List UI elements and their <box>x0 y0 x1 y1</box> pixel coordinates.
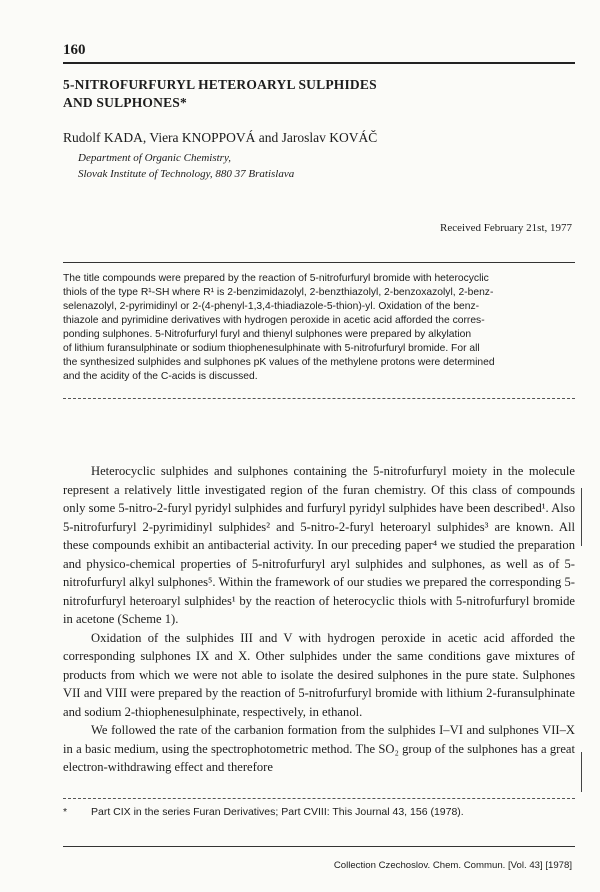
header-rule <box>63 62 575 64</box>
page-number: 160 <box>63 42 86 58</box>
affiliation-line-2: Slovak Institute of Technology, 880 37 Bratislava <box>78 168 295 180</box>
abstract-top-rule <box>63 262 575 263</box>
paragraph-3: We followed the rate of the carbanion formation from the sulphides I–VI and sulphones VII–X in a basic medium, using the spectrophotometric method. The SO₂ group of the sulphones has a great electron-withdrawing effect and therefore <box>63 723 575 774</box>
abstract-line: selenazolyl, 2-pyrimidinyl or 2-(4-phenyl-1,3,4-thiadiazole-5-thion)-yl. Oxidation of the benz- <box>63 301 480 312</box>
footer-rule <box>63 846 575 847</box>
abstract <box>63 272 575 384</box>
abstract-line: The title compounds were prepared by the reaction of 5-nitrofurfuryl bromide with heterocyclic <box>63 273 489 284</box>
article-title <box>63 76 573 112</box>
abstract-bottom-rule <box>63 398 575 399</box>
title-line-2: AND SULPHONES* <box>63 95 187 110</box>
footnote-text: Part CIX in the series Furan Derivatives; Part CVIII: This Journal 43, 156 (1978). <box>91 806 464 818</box>
journal-footer: Collection Czechoslov. Chem. Commun. [Vol. 43] [1978] <box>333 860 572 871</box>
footnote <box>63 806 575 818</box>
abstract-line: thiols of the type R¹-SH where R¹ is 2-benzimidazolyl, 2-benzthiazolyl, 2-benzoxazolyl, 2-benz- <box>63 287 494 298</box>
abstract-line: thiazole and pyrimidine derivatives with hydrogen peroxide in acetic acid afforded the corres- <box>63 315 485 326</box>
paragraph-2: Oxidation of the sulphides III and V with hydrogen peroxide in acetic acid afforded the corresponding sulphones IX and X. Other sulphides under the same conditions gave mixtures of products from which we were not able to isolate the desired sulphones in the pure state. Sulphones VII and VIII were prepared by the reaction of 5-nitrofurfuryl bromide with lithium 2-furansulphinate and sodium 2-thiophenesulphinate, respectively, in ethanol. <box>63 630 575 719</box>
abstract-line: the synthesized sulphides and sulphones pK values of the methylene protons were determined <box>63 357 495 368</box>
abstract-line: and the acidity of the C-acids is discussed. <box>63 371 258 382</box>
affiliation-line-1: Department of Organic Chemistry, <box>78 152 231 164</box>
margin-bar <box>581 488 582 546</box>
body-text <box>63 462 575 777</box>
paragraph-1: Heterocyclic sulphides and sulphones containing the 5-nitrofurfuryl moiety in the molecule represent a relatively little investigated region of the furan chemistry. Of this class of compounds only some 5-nitro-2-furyl pyridyl sulphides and furfuryl pyridyl sulphides have been described¹. Also 5-nitrofurfuryl 2-pyrimidinyl sulphides² and 5-nitro-2-furyl heteroaryl sulphides³ are known. All these compounds exhibit an antibacterial activity. In our preceding paper⁴ we studied the preparation and physico-chemical properties of 5-nitrofurfuryl aryl sulphides and sulphones, as well as of 5-nitrofurfuryl alkyl sulphones⁵. Within the framework of our studies we prepared the corresponding 5-nitrofurfuryl heteroaryl sulphides¹ by the reaction of heterocyclic thiols with 5-nitrofurfuryl bromide in acetone (Scheme 1). <box>63 464 575 626</box>
margin-bar <box>581 752 582 792</box>
abstract-line: of lithium furansulphinate or sodium thiophenesulphinate with 5-nitrofurfuryl bromide. For all <box>63 343 480 354</box>
footnote-rule <box>63 798 575 799</box>
authors: Rudolf KADA, Viera KNOPPOVÁ and Jaroslav KOVÁČ <box>63 130 378 145</box>
abstract-line: ponding sulphones. 5-Nitrofurfuryl furyl and thienyl sulphones were prepared by alkylation <box>63 329 472 340</box>
footnote-mark: * <box>63 806 68 818</box>
title-line-1: 5-NITROFURFURYL HETEROARYL SULPHIDES <box>63 77 377 92</box>
received-date: Received February 21st, 1977 <box>440 222 572 234</box>
